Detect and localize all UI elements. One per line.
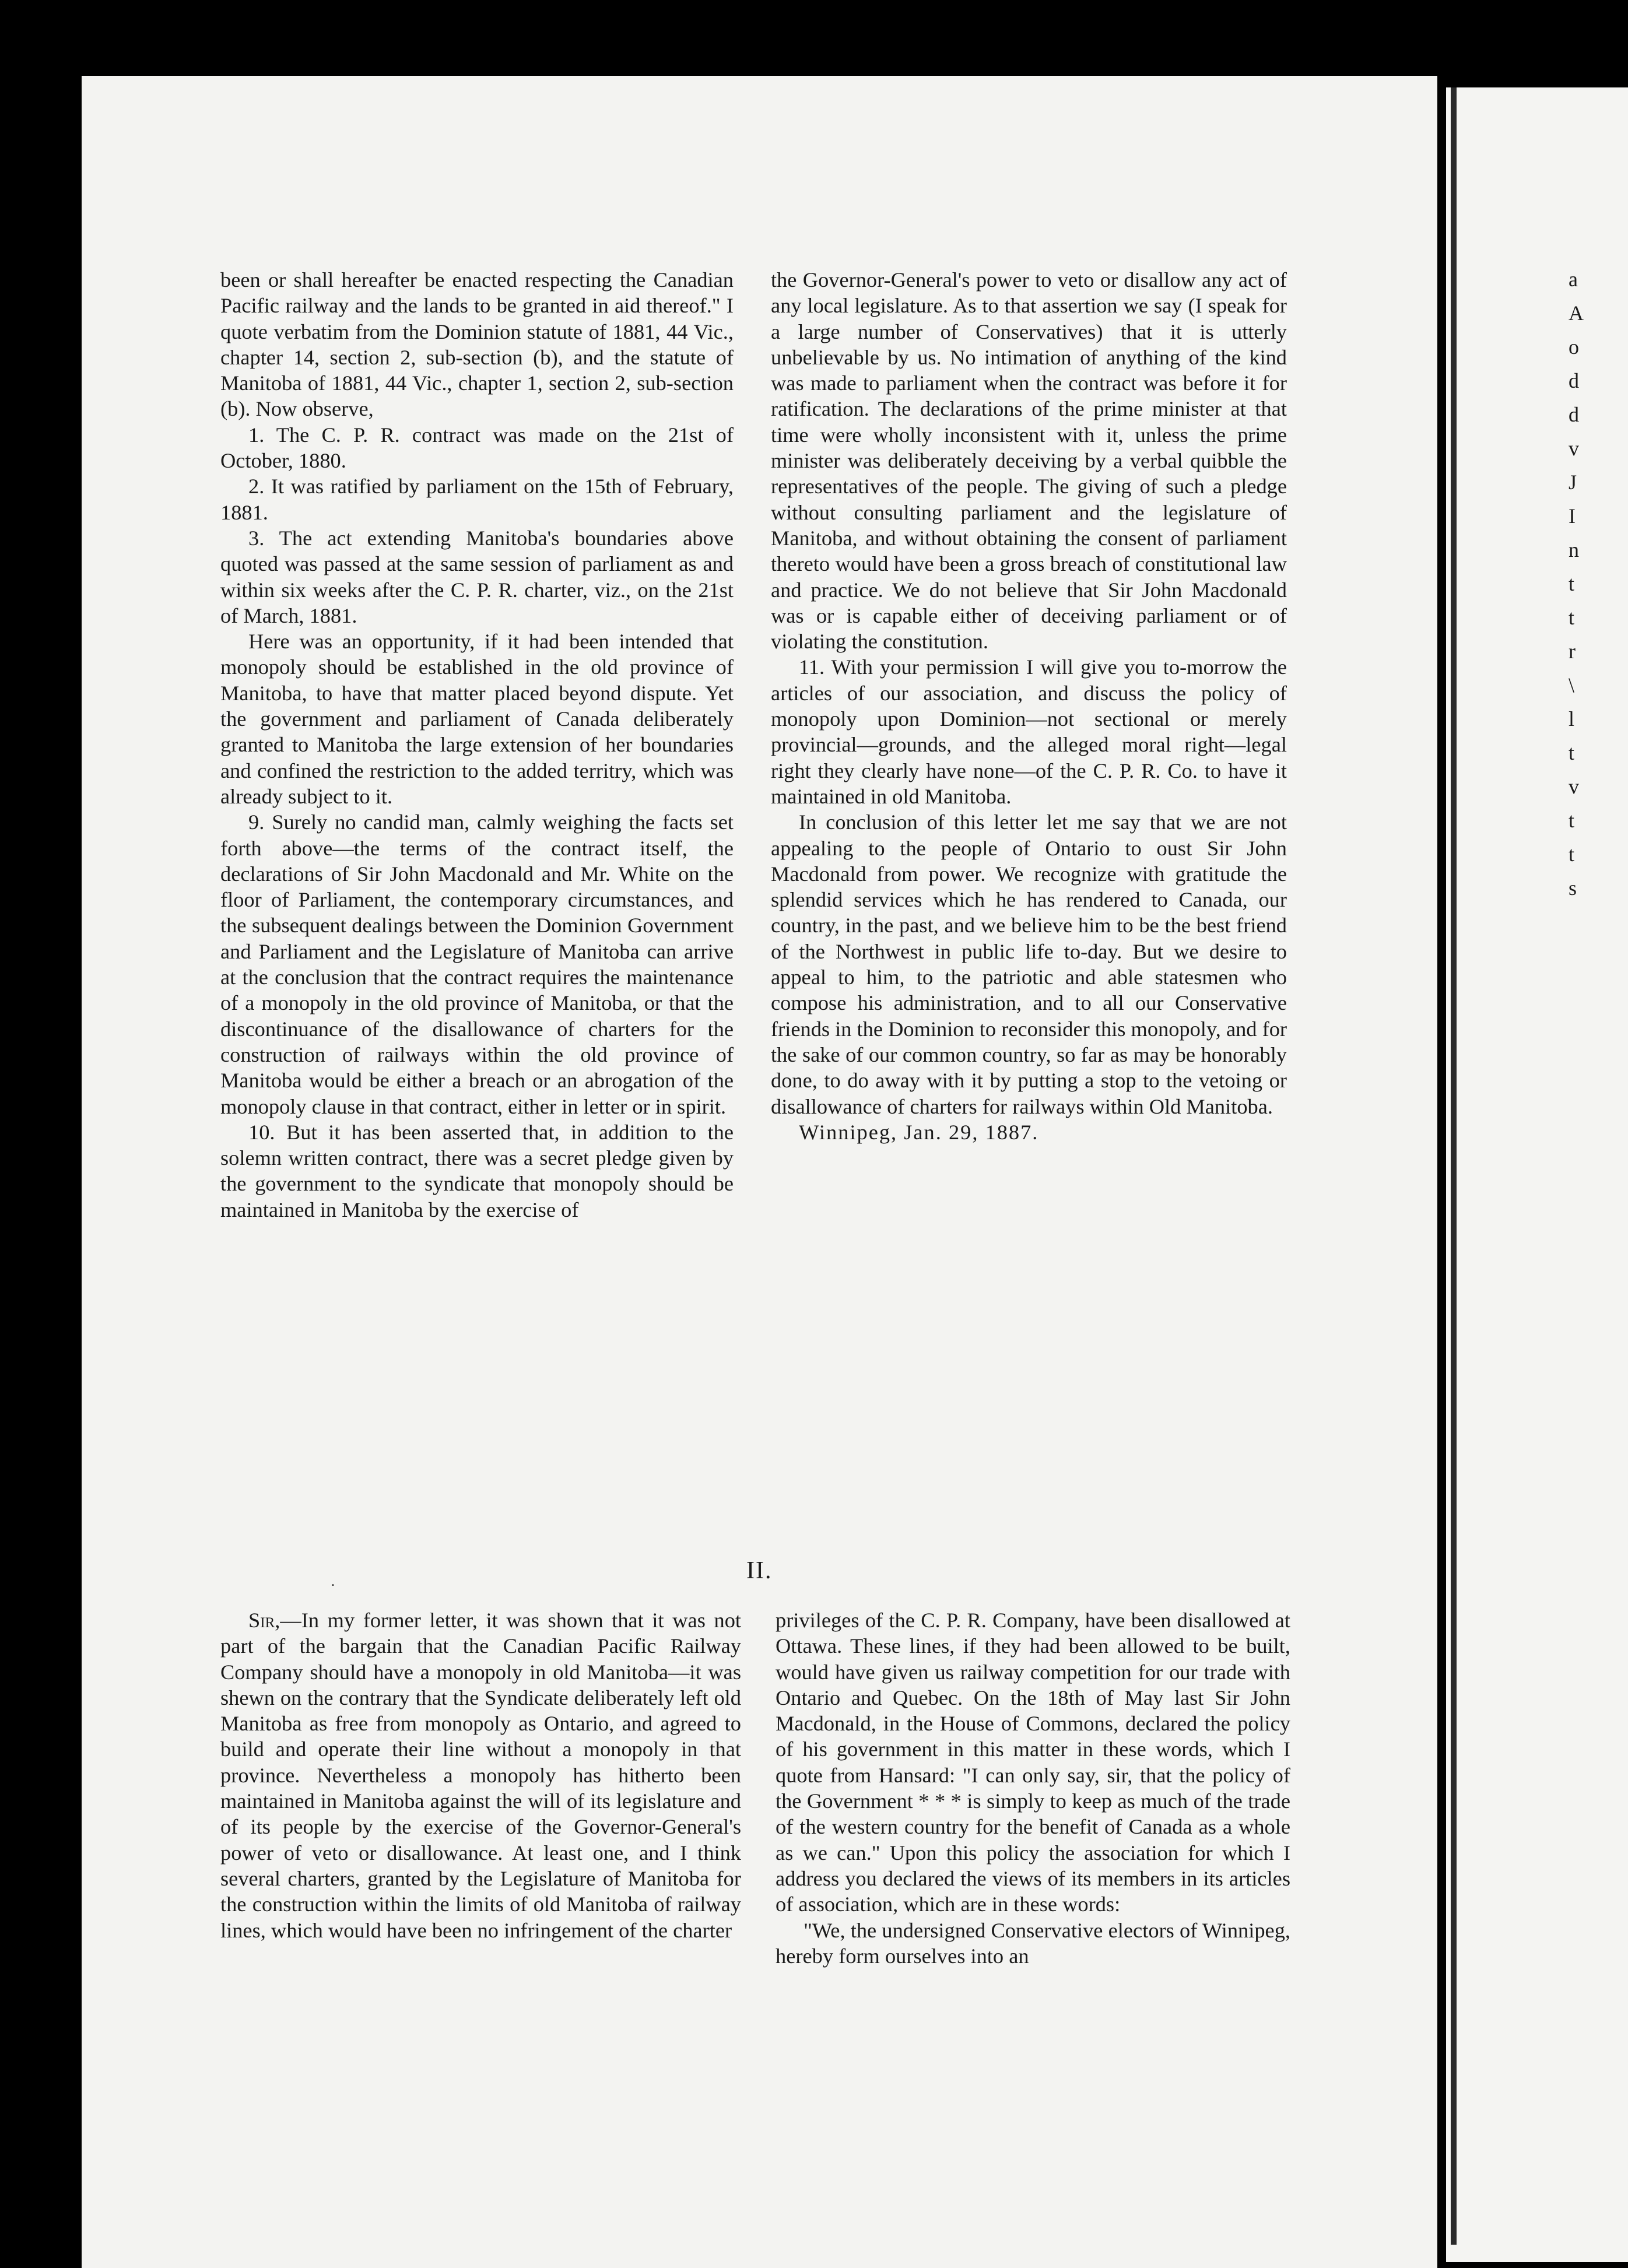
right-page-fragment: t bbox=[1569, 741, 1575, 764]
letter-signature: Winnipeg, Jan. 29, 1887. bbox=[799, 1120, 1039, 1144]
right-page-fragment: t bbox=[1569, 572, 1575, 595]
paragraph: 10. But it has been asserted that, in addition to the solemn written contract, there was a secret pledge given by the government to the syndicate that monopoly should be maintained in Manitoba by the exercise of bbox=[220, 1120, 734, 1221]
right-page-fragment: t bbox=[1569, 606, 1575, 629]
right-page-fragment: \ bbox=[1569, 673, 1575, 697]
right-page-fragment: t bbox=[1569, 809, 1575, 832]
stray-mark: . bbox=[331, 1574, 335, 1589]
text-column-4 bbox=[776, 1607, 1290, 1969]
right-page-fragment: t bbox=[1569, 842, 1575, 866]
right-page-fragment: A bbox=[1569, 301, 1584, 325]
paragraph-text: —In my former letter, it was shown that it was not part of the bargain that the Canadian Pacific Railway Company should have a monopoly in old Manitoba—it was shewn on the contrary that the Syndicate deliberately left old Manitoba as free from monopoly as Ontario, and agreed to build and operate their line without a monopoly in that province. Nevertheless a monopoly has hitherto been maintained in Manitoba against the will of its legislature and of its people by the exercise of the Governor-General's power of veto or disallowance. At least one, and I think several charters, granted by the Legislature of Manitoba for the construction within the limits of old Manitoba of railway lines, which would have been no infringement of the charter bbox=[220, 1609, 741, 1942]
right-page-fragment: s bbox=[1569, 876, 1577, 900]
paragraph: In conclusion of this letter let me say that we are not appealing to the people of Ontario to oust Sir John Macdonald from power. We recognize with gratitude the splendid services which he has rendered to Canada, our country, in the past, and we believe him to be the best friend of the Northwest in public life to-day. But we desire to appeal to him, to the patriotic and able statesmen who compose his administration, and to all our Conservative friends in the Dominion to reconsider this monopoly, and for the sake of our common country, so far as may be honorably done, to do away with it by putting a stop to the vetoing or disallowance of charters for railways within Old Manitoba. bbox=[771, 810, 1287, 1118]
paragraph: 1. The C. P. R. contract was made on the 21st of October, 1880. bbox=[220, 423, 734, 473]
right-page-fragment: a bbox=[1569, 268, 1578, 291]
right-page-fragment: o bbox=[1569, 335, 1579, 359]
paragraph: Here was an opportunity, if it had been intended that monopoly should be established in the old province of Manitoba, to have that matter placed beyond dispute. Yet the government and parliament of Canada deliberately granted to Manitoba the large extension of her boundaries and confined the restriction to the added territry, which was already subject to it. bbox=[220, 630, 734, 808]
paragraph: the Governor-General's power to veto or disallow any act of any local legislature. As to that assertion we say (I speak for a large number of Conservatives) that it is utterly unbelievable by us. No intimation of anything of the kind was made to parliament when the contract was before it for ratification. The declarations of the prime minister at that time were wholly inconsistent with it, unless the prime minister was deliberately deceiving by a verbal quibble the representatives of the people. The giving of such a pledge without consulting parliament and the legislature of Manitoba, and without obtaining the consent of parliament thereto would have been a gross breach of constitutional law and practice. We do not believe that Sir John Macdonald was or is capable either of deceiving parliament or of violating the constitution. bbox=[771, 268, 1287, 654]
paragraph: 2. It was ratified by parliament on the 15th of February, 1881. bbox=[220, 475, 734, 524]
right-page-fragment: d bbox=[1569, 369, 1579, 392]
paragraph: 11. With your permission I will give you to-morrow the articles of our association, and discuss the policy of monopoly upon Dominion—not sectional or merely provincial—grounds, and the alleged moral right—legal right they clearly have none—of the C. P. R. Co. to have it maintained in old Manitoba. bbox=[771, 655, 1287, 808]
right-page-fragment: n bbox=[1569, 538, 1579, 561]
right-page-fragment: I bbox=[1569, 504, 1576, 528]
salutation: Sir, bbox=[248, 1609, 280, 1632]
paragraph: privileges of the C. P. R. Company, have been disallowed at Ottawa. These lines, if they had been allowed to be built, would have given us railway competition for our trade with Ontario and Quebec. On the 18th of May last Sir John Macdonald, in the House of Commons, declared the policy of his government in this matter in these words, which I quote from Hansard: "I can only say, sir, that the policy of the Government * * * is simply to keep as much of the trade of the western country for the benefit of Canada as a whole as we can." Upon this policy the association for which I address you declared the views of its members in its articles of association, which are in these words: bbox=[776, 1609, 1290, 1916]
right-page-fragment: l bbox=[1569, 707, 1575, 731]
text-column-1 bbox=[220, 267, 734, 1223]
text-column-2 bbox=[771, 267, 1287, 1145]
right-page-fragment: v bbox=[1569, 775, 1579, 798]
right-page-fragment: v bbox=[1569, 437, 1579, 460]
text-column-3 bbox=[220, 1607, 741, 1943]
paragraph: 9. Surely no candid man, calmly weighing the facts set forth above—the terms of the contract itself, the declarations of Sir John Macdonald and Mr. White on the floor of Parliament, the contemporary circumstances, and the subsequent dealings between the Dominion Government and Parliament and the Legislature of Manitoba can arrive at the conclusion that the contract requires the maintenance of a monopoly in the old province of Manitoba, or that the discontinuance of the disallowance of charters for the construction of railways within the old province of Manitoba would be either a breach or an abrogation of the monopoly clause in that contract, either in letter or in spirit. bbox=[220, 810, 734, 1118]
paragraph: 3. The act extending Manitoba's boundaries above quoted was passed at the same session of parliament as and within six weeks after the C. P. R. charter, viz., on the 21st of March, 1881. bbox=[220, 526, 734, 627]
right-page-fragment: r bbox=[1569, 640, 1576, 663]
right-page-fragment: J bbox=[1569, 471, 1577, 494]
right-page-fragment: d bbox=[1569, 403, 1579, 426]
paragraph: "We, the undersigned Conservative electors of Winnipeg, hereby form ourselves into an bbox=[776, 1918, 1290, 1968]
binding-gutter bbox=[1451, 87, 1457, 2245]
section-heading: II. bbox=[746, 1557, 773, 1584]
paragraph: been or shall hereafter be enacted respecting the Canadian Pacific railway and the lands to be granted in aid thereof." I quote verbatim from the Dominion statute of 1881, 44 Vic., chapter 14, section 2, sub-section (b), and the statute of Manitoba of 1881, 44 Vic., chapter 1, section 2, sub-section (b). Now observe, bbox=[220, 268, 734, 421]
right-page-fragments bbox=[1569, 262, 1627, 905]
paragraph bbox=[220, 1607, 741, 1943]
